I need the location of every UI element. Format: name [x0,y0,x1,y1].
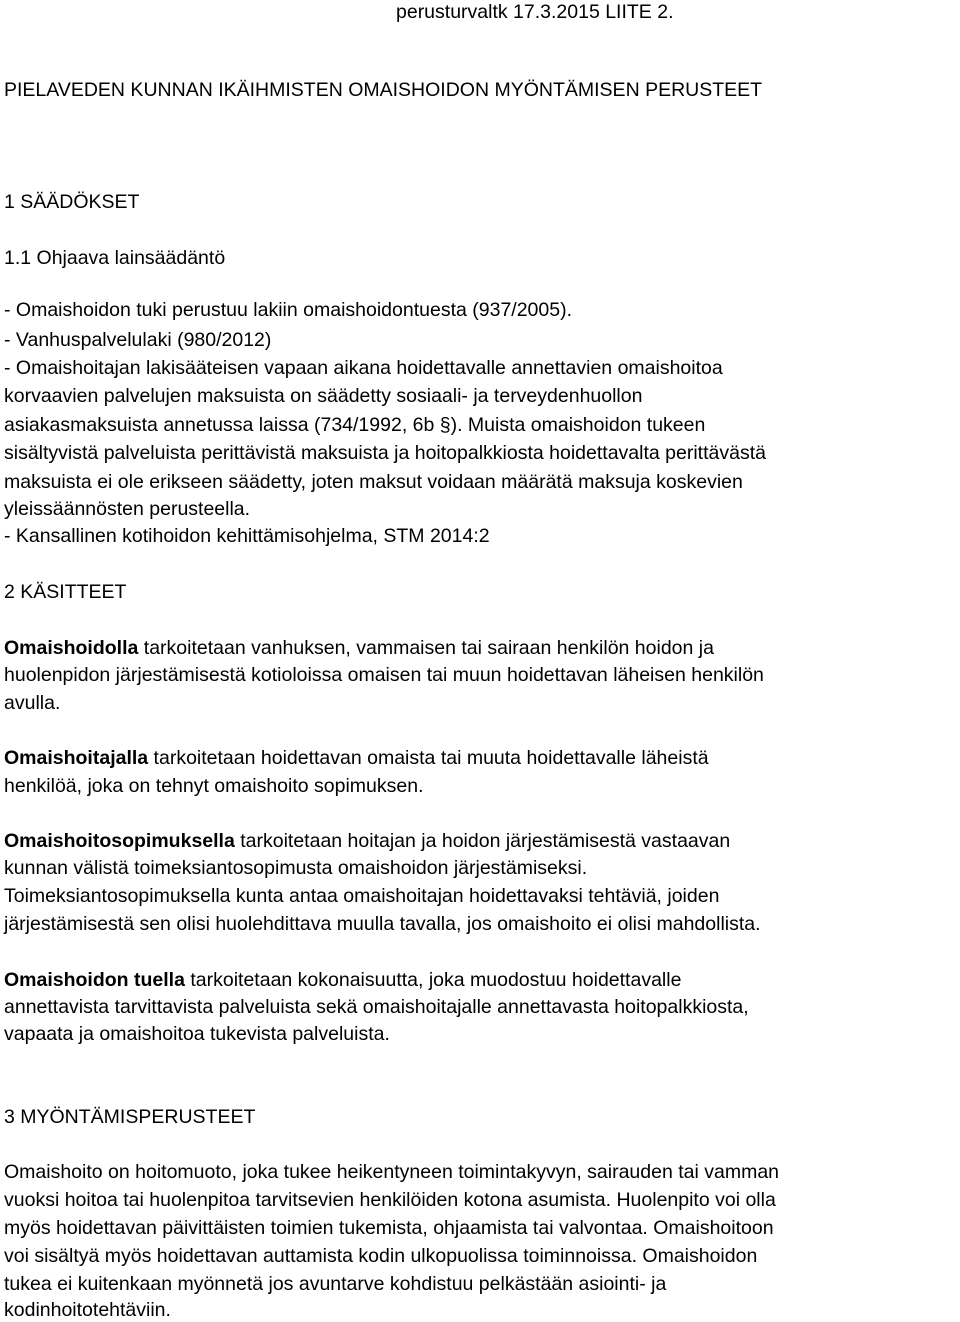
law-line: - Omaishoitajan lakisääteisen vapaan aikana hoidettavalle annettavien omaishoitoa [4,357,723,379]
section-2-heading: 2 KÄSITTEET [4,581,127,603]
law-line: sisältyvistä palveluista perittävistä maksuista ja hoitopalkkiosta hoidettavalta perittävästä [4,442,766,464]
definition-first-line [4,829,730,853]
law-line: korvaavien palvelujen maksuista on säädetty sosiaali- ja terveydenhuollon [4,385,643,407]
definition-term: Omaishoidon tuella [4,969,185,991]
law-line: - Kansallinen kotihoidon kehittämisohjelma, STM 2014:2 [4,525,490,547]
definition-text: tarkoitetaan vanhuksen, vammaisen tai sairaan henkilön hoidon ja [138,637,714,659]
law-line: yleissäännösten perusteella. [4,498,251,520]
definition-line: vapaata ja omaishoitoa tukevista palveluista. [4,1023,390,1045]
definition-first-line [4,746,709,770]
criteria-line: Omaishoito on hoitomuoto, joka tukee heikentyneen toimintakyvyn, sairauden tai vamman [4,1161,780,1183]
criteria-line: vuoksi hoitoa tai huolenpitoa tarvitsevien henkilöiden kotona asumista. Huolenpito voi olla [4,1189,776,1211]
definition-term: Omaishoitosopimuksella [4,830,235,852]
section-1-heading: 1 SÄÄDÖKSET [4,191,140,213]
law-line: - Omaishoidon tuki perustuu lakiin omaishoidontuesta (937/2005). [4,299,572,321]
document-title: PIELAVEDEN KUNNAN IKÄIHMISTEN OMAISHOIDON MYÖNTÄMISEN PERUSTEET [4,79,763,101]
definition-text: tarkoitetaan hoidettavan omaista tai muuta hoidettavalle läheistä [148,747,709,769]
definition-first-line [4,968,681,992]
definition-line: huolenpidon järjestämisestä kotioloissa omaisen tai muun hoidettavan läheisen henkilön [4,664,764,686]
law-line: - Vanhuspalvelulaki (980/2012) [4,329,272,351]
criteria-line: tukea ei kuitenkaan myönnetä jos avuntarve kohdistuu pelkästään asiointi- ja [4,1273,667,1295]
criteria-line: kodinhoitotehtäviin. [4,1299,171,1321]
page-header: perusturvaltk 17.3.2015 LIITE 2. [396,1,674,23]
definition-term: Omaishoidolla [4,637,139,659]
definition-term: Omaishoitajalla [4,747,149,769]
criteria-line: voi sisältyä myös hoidettavan auttamista kodin ulkopuolissa toiminnoissa. Omaishoidon [4,1245,758,1267]
law-line: asiakasmaksuista annetussa laissa (734/1992, 6b §). Muista omaishoidon tukeen [4,414,706,436]
definition-line: kunnan välistä toimeksiantosopimusta omaishoidon järjestämiseksi. [4,857,588,879]
section-3-heading: 3 MYÖNTÄMISPERUSTEET [4,1106,256,1128]
definition-text: tarkoitetaan hoitajan ja hoidon järjestämisestä vastaavan [234,830,731,852]
definition-line: annettavista tarvittavista palveluista sekä omaishoitajalle annettavasta hoitopalkkiosta, [4,996,749,1018]
definition-line: järjestämisestä sen olisi huolehdittava muulla tavalla, jos omaishoito ei olisi mahdollista. [4,913,761,935]
definition-text: tarkoitetaan kokonaisuutta, joka muodostuu hoidettavalle [184,969,682,991]
definition-line: avulla. [4,692,61,714]
section-1-1-heading: 1.1 Ohjaava lainsäädäntö [4,247,226,269]
definition-first-line [4,636,714,660]
definition-line: Toimeksiantosopimuksella kunta antaa omaishoitajan hoidettavaksi tehtäviä, joiden [4,885,720,907]
criteria-line: myös hoidettavan päivittäisten toimien tukemista, ohjaamista tai valvontaa. Omaishoitoon [4,1217,774,1239]
definition-line: henkilöä, joka on tehnyt omaishoito sopimuksen. [4,775,424,797]
law-line: maksuista ei ole erikseen säädetty, joten maksut voidaan määrätä maksuja koskevien [4,471,743,493]
